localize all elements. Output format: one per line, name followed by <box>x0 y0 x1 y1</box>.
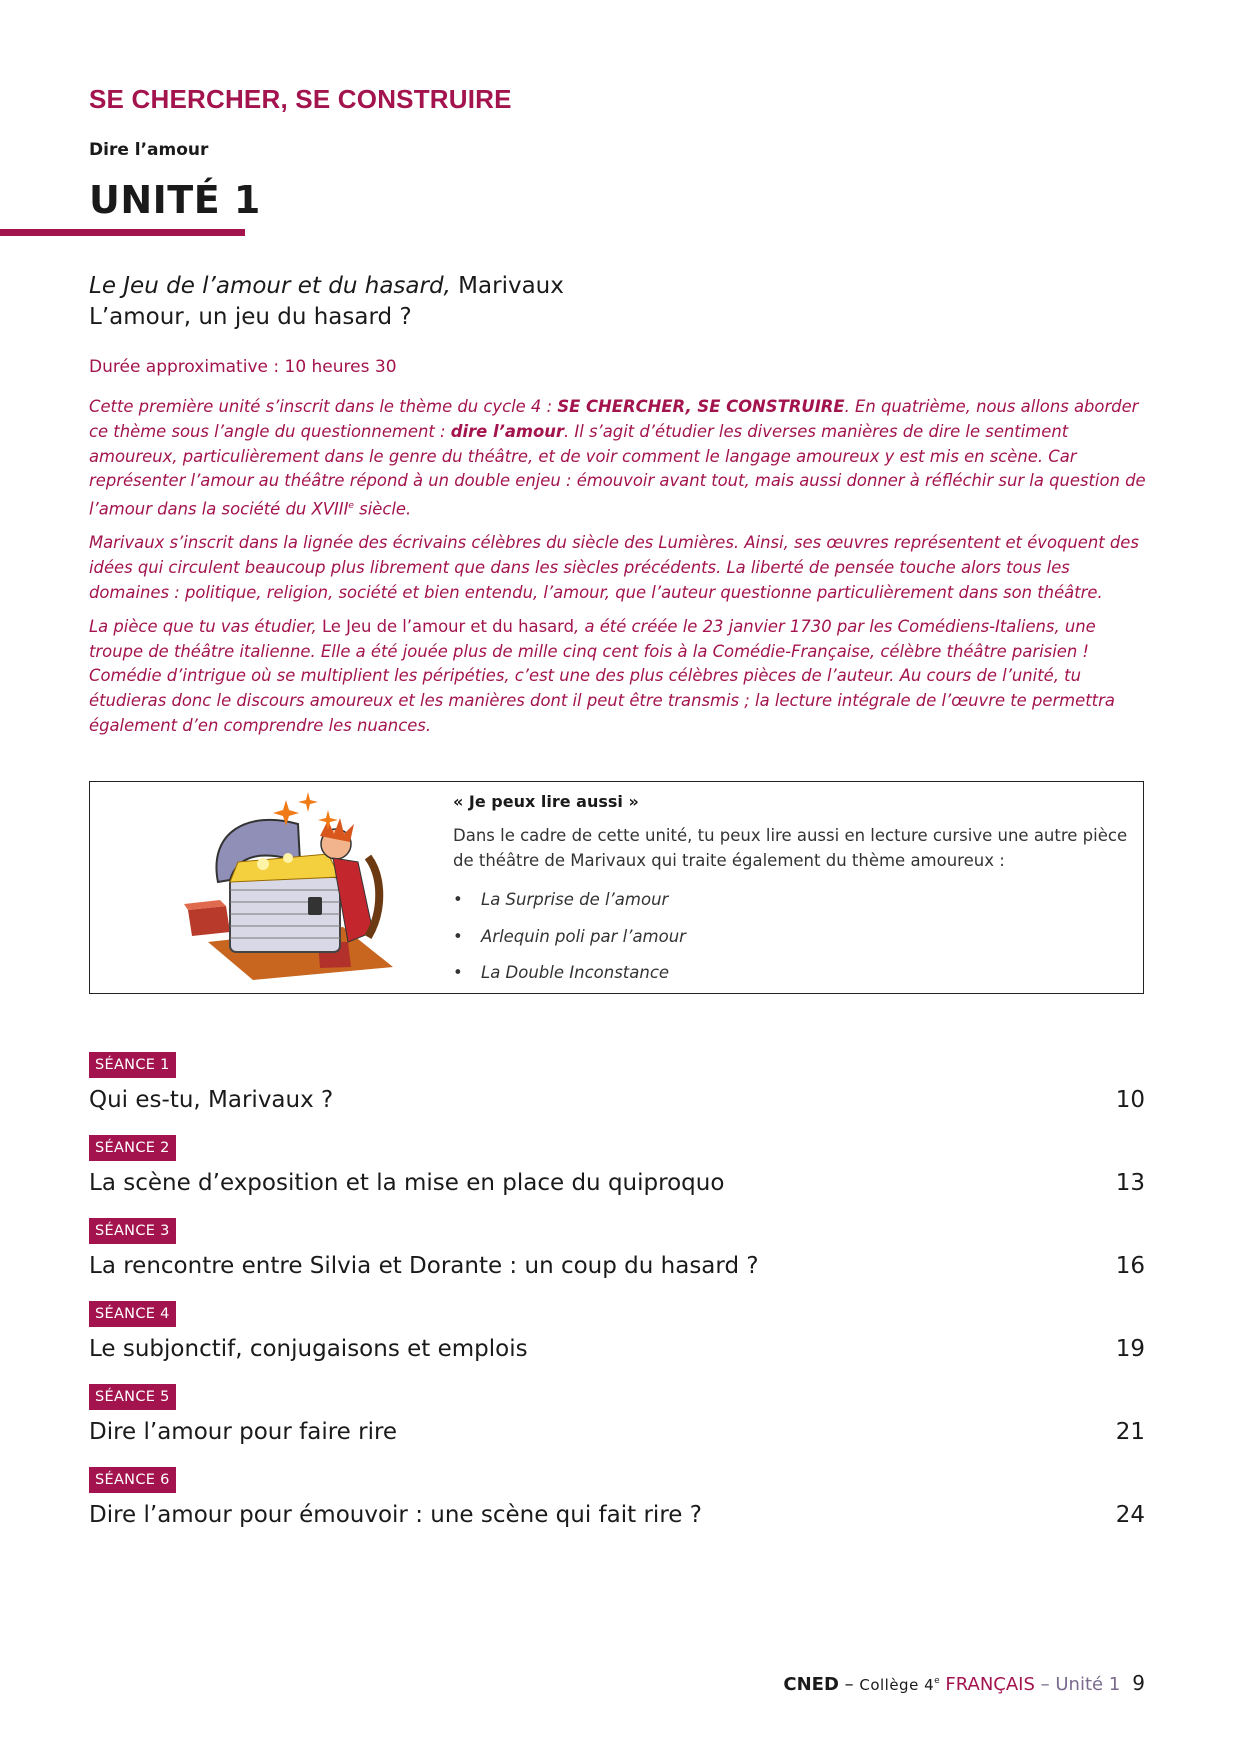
intro-p1-text: Cette première unité s’inscrit dans le thème du cycle 4 : <box>89 397 558 416</box>
seance-list <box>89 1052 1145 1550</box>
reading-list-item <box>453 961 686 998</box>
reading-item-title: La Surprise de l’amour <box>481 890 669 909</box>
seance-entry[interactable] <box>89 1052 1145 1135</box>
work-author: Marivaux <box>450 273 564 299</box>
page-number: 9 <box>1132 1671 1145 1695</box>
seance-tag: SÉANCE 3 <box>89 1218 176 1244</box>
seance-title[interactable]: Dire l’amour pour émouvoir : une scène qui fait rire ? <box>89 1502 702 1528</box>
footer-unit: Unité 1 <box>1055 1674 1121 1695</box>
bullet-icon: • <box>453 890 463 909</box>
subtheme-label: Dire l’amour <box>89 140 209 160</box>
seance-entry[interactable] <box>89 1467 1145 1550</box>
seance-page-number: 16 <box>1115 1253 1145 1279</box>
footer-separator: – <box>1034 1674 1056 1695</box>
seance-entry[interactable] <box>89 1218 1145 1301</box>
seance-entry[interactable] <box>89 1384 1145 1467</box>
work-title: Le Jeu de l’amour et du hasard, <box>89 273 451 299</box>
seance-tag: SÉANCE 1 <box>89 1052 176 1078</box>
reading-list-item <box>453 925 686 962</box>
seance-title[interactable]: Le subjonctif, conjugaisons et emplois <box>89 1336 528 1362</box>
duration: Durée approximative : 10 heures 30 <box>89 357 397 377</box>
reading-box-text: Dans le cadre de cette unité, tu peux lire aussi en lecture cursive une autre pièce de théâtre de Marivaux qui traite également du thème amoureux : <box>453 826 1128 870</box>
footer-separator: – <box>838 1674 860 1695</box>
intro-p1-text: . En quatrième, nous allons aborder ce thème sous l’angle du questionnement : <box>89 397 1139 441</box>
seance-tag: SÉANCE 2 <box>89 1135 176 1161</box>
intro-paragraph-2: Marivaux s’inscrit dans la lignée des écrivains célèbres du siècle des Lumières. Ainsi, ses œuvres représentent et évoquent des idées qui circulent beaucoup plus librement que dans les siècles précédents. La liberté de pensée touche alors tous les domaines : politique, religion, société et bien entendu, l’amour, que l’auteur questionne particulièrement dans son théâtre. <box>89 533 1139 603</box>
intro-question-emphasis: dire l’amour <box>450 421 564 441</box>
seance-title[interactable]: Dire l’amour pour faire rire <box>89 1419 398 1445</box>
seance-page-number: 13 <box>1115 1170 1145 1196</box>
reading-list-item <box>453 888 686 925</box>
seance-page-number: 19 <box>1115 1336 1145 1362</box>
footer-level: Collège 4 <box>859 1676 935 1694</box>
seance-title[interactable]: La rencontre entre Silvia et Dorante : un coup du hasard ? <box>89 1253 759 1279</box>
seance-entry[interactable] <box>89 1135 1145 1218</box>
intro-paragraph-1 <box>89 395 1149 522</box>
page-footer <box>783 1671 1145 1695</box>
century-superscript: e <box>348 501 354 512</box>
footer-level-superscript: e <box>934 1676 940 1686</box>
seance-page-number: 21 <box>1115 1419 1145 1445</box>
seance-tag: SÉANCE 5 <box>89 1384 176 1410</box>
seance-page-number: 10 <box>1115 1087 1145 1113</box>
seance-page-number: 24 <box>1115 1502 1145 1528</box>
reading-list <box>453 888 686 998</box>
intro-paragraph-3 <box>89 615 1149 739</box>
seance-entry[interactable] <box>89 1301 1145 1384</box>
footer-subject: FRANÇAIS <box>939 1674 1035 1695</box>
seance-tag: SÉANCE 6 <box>89 1467 176 1493</box>
intro-theme-emphasis: SE CHERCHER, SE CONSTRUIRE <box>557 397 845 416</box>
intro-p3-text: La pièce que tu vas étudier, <box>89 616 322 636</box>
intro-p1-text: . Il s’agit d’étudier les diverses manières de dire le sentiment amoureux, particulièrement dans le genre du théâtre, et de voir comment le langage amoureux y est mis en scène. Car représenter l’amour au théâtre répond à un double enjeu : émouvoir avant tout, mais aussi donner à réfléchir sur la question de l’amour dans la société du XVIII <box>89 421 1146 519</box>
reading-item-title: La Double Inconstance <box>481 963 670 982</box>
work-question: L’amour, un jeu du hasard ? <box>89 304 412 330</box>
treasure-chest-books-illustration <box>168 792 408 982</box>
seance-title[interactable]: La scène d’exposition et la mise en place du quiproquo <box>89 1170 725 1196</box>
seance-title[interactable]: Qui es-tu, Marivaux ? <box>89 1087 334 1113</box>
unit-title: UNITÉ 1 <box>89 178 261 222</box>
intro-work-title: Le Jeu de l’amour et du hasard <box>321 616 575 636</box>
title-underline <box>0 229 245 236</box>
intro-p3-text: , a été créée le 23 janvier 1730 par les Comédiens-Italiens, une troupe de théâtre italienne. Elle a été jouée plus de mille cinq cent fois à la Comédie-Française, célèbre théâtre parisien ! Comédie d’intrigue où se multiplient les péripéties, c’est une des plus célèbres pièces de l’auteur. Au cours de l’unité, tu étudieras donc le discours amoureux et les manières dont il peut être transmis ; la lecture intégrale de l’œuvre te permettra également d’en comprendre les nuances. <box>89 616 1115 736</box>
bullet-icon: • <box>453 963 463 982</box>
reading-item-title: Arlequin poli par l’amour <box>481 926 686 946</box>
reading-box-title: « Je peux lire aussi » <box>453 792 639 811</box>
theme-heading: SE CHERCHER, SE CONSTRUIRE <box>89 84 512 114</box>
intro-text <box>89 395 1149 748</box>
seance-tag: SÉANCE 4 <box>89 1301 176 1327</box>
footer-publisher: CNED <box>783 1674 839 1695</box>
work-title-line <box>89 273 564 299</box>
reading-box <box>89 781 1144 994</box>
bullet-icon: • <box>453 926 463 946</box>
intro-p1-text: siècle. <box>353 499 412 519</box>
